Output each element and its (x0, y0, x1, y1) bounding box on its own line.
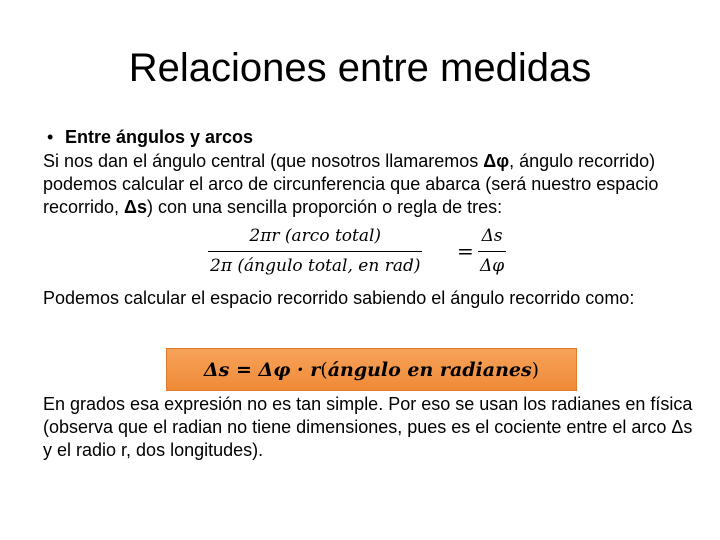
paragraph-intro-start: Si nos dan el ángulo central (que nosotros llamaremos (43, 151, 484, 171)
delta-s-symbol: Δs (124, 197, 147, 217)
paragraph-calc: Podemos calcular el espacio recorrido sabiendo el ángulo recorrido como: (43, 288, 635, 308)
slide-body (43, 126, 693, 310)
slide-title: Relaciones entre medidas (128, 46, 592, 90)
right-fraction-bar (478, 251, 506, 252)
paragraph-intro-end: ) con una sencilla proporción o regla de tres: (146, 197, 503, 217)
bullet-heading-row (43, 126, 693, 149)
proportion-formula (43, 225, 693, 281)
right-numerator: Δs (481, 226, 503, 246)
formula-note: ángulo en radianes (327, 358, 532, 381)
left-fraction (208, 225, 422, 278)
right-denominator: Δφ (480, 256, 505, 276)
highlighted-formula (166, 348, 577, 391)
right-fraction (478, 225, 506, 278)
arc-formula: Δs = Δφ · r (203, 358, 321, 381)
bullet-icon: • (47, 127, 54, 147)
paragraph-intro (43, 150, 693, 219)
equals-sign: = (457, 239, 474, 263)
formula-open-paren: ( (320, 358, 328, 381)
delta-phi-symbol: Δφ (483, 151, 510, 171)
paragraph-intro-mid: , ángulo recorrido) podemos calcular el arco de circunferencia que abarca (será nuestro espacio recorrido, (43, 151, 659, 217)
left-denominator: 2π (ángulo total, en rad) (210, 256, 421, 276)
bullet-heading: Entre ángulos y arcos (65, 127, 254, 147)
paragraph-radians: En grados esa expresión no es tan simple. Por eso se usan los radianes en física (observa que el radian no tiene dimensiones, pues es el cociente entre el arco Δs y el radio r, dos longitudes). (43, 394, 693, 460)
formula-close-paren: ) (531, 358, 540, 381)
left-numerator: 2πr (arco total) (249, 226, 382, 246)
left-fraction-bar (208, 251, 422, 252)
